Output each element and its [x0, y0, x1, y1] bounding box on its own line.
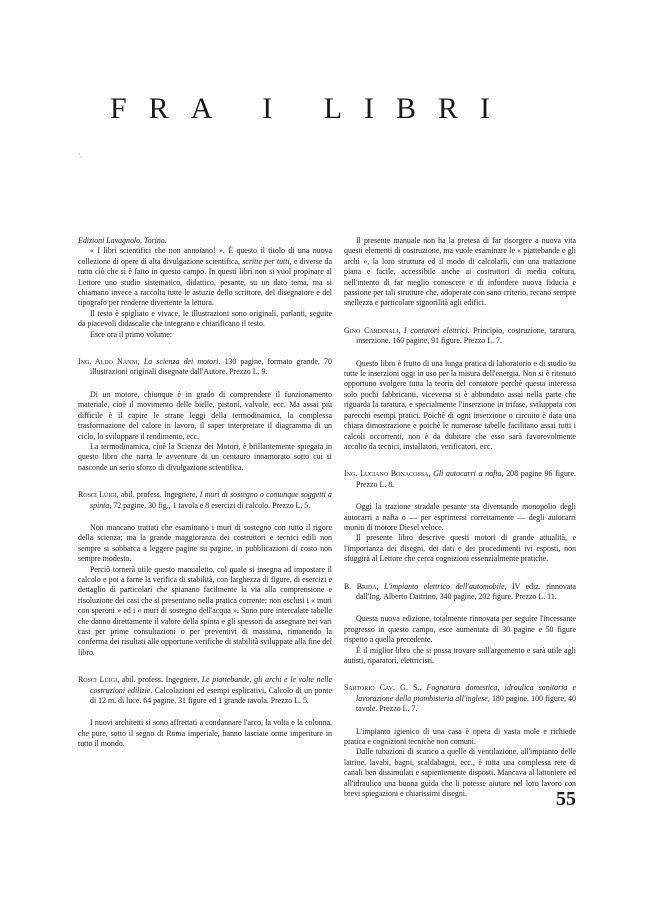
review-paragraph: I nuovi architetti si sono affrettati a condannare l'arco, la volta e la colonna, che pure, sotto il segno di Roma imperiale, hanno lasciate orme imperiture in tutto il mondo. [78, 718, 332, 749]
book-title: Le piattebande, gli archi e le volte nelle costruzioni edilizie [90, 675, 333, 695]
book-details: , 208 pagine 96 figure. Prezzo L. 8. [356, 469, 576, 489]
book-author: Sartorio Cav. G. S. [344, 683, 420, 693]
book-title: I contatori elettrici [404, 325, 468, 335]
book-author: Ing. Luciano Bonacossa [344, 469, 429, 479]
review-paragraph: Il presente libro descrive questi motori di grande attualità, e l'importanza dei disegni, dei dati e dei procedimenti ivi esposti, non sfuggirà al Lettore che cerca cognizioni essenzialmente pratiche. [344, 533, 576, 564]
right-column [344, 236, 576, 799]
book-title: La scienza dei motori [143, 357, 219, 367]
book-author-title: , abil. profess. Ingegnere, [117, 675, 202, 685]
book-author: Rosci Luigi [78, 490, 117, 500]
intro-paragraph-3: Esce ora il primo volume: [90, 329, 172, 339]
book-author: Gino Cardinali [344, 325, 399, 335]
book-author: Ing. Aldo Nanni [78, 357, 138, 367]
book-author: Rosci Luigi [78, 675, 118, 685]
book-entry: Gino Cardinali, I contatori elettrici. Principio, costruzione, taratura, inserzione. 160 pagine, 91 figure. Prezzo L. 7. [344, 325, 577, 346]
review-paragraph: È il miglior libro che si possa trovare sull'argomento e sarà utile agli autisti, riparatori, elettricisti. [344, 645, 576, 665]
review-paragraph: Questo libro è frutto di una lunga pratica di laboratorio e di studio su tutte le inserzioni oggi in uso per la misura dell'energia. Non si è ritenuto opportuno svolgere tutta la teoria del contatore perchè questa interessa solo pochi fabbricanti, viceversa si è abbondato assai nella parte che riguarda la taratura, e specialmente l'inserzione in trifase, sviluppata con parecchi esempi pratici. Poichè di ogni inserzione o circuito è data una chiara dimostrazione e poichè le numerose tabelle facilitano assai tutti i calcoli occorrenti, non è da dubitare che esso sarà favorevolmente accolto da tecnici, installatori, verificatori, ecc. [344, 358, 576, 451]
decorative-mark [78, 152, 83, 160]
review-paragraph: Il presente manuale non ha la pretesa di far risorgere a nuova vita questi elementi di costruzione, ma vuole esaminare le « piattebande e gli archi », la loro struttura ed il modo di calcolarli, con una trattazione piana e facile, accessibile anche ai costruttori di media coltura, nell'intento di far meglio conoscere e di infondere nuova fiducia e passione per tali strutture che, adoperate con sano criterio, recano sempre snellezza e particolare signorilità agli edifici. [344, 236, 576, 308]
book-entry: Sartorio Cav. G. S., Fognatura domestica, idraulica sanitaria e lavorazione della piombisteria all'inglese, 180 pagine, 100 figure, 40 tavole. Prezzo L. 7. [344, 683, 577, 714]
book-title: Fognatura domestica, idraulica sanitaria e lavorazione della piombisteria all'inglese [356, 683, 577, 703]
book-entry: Ing. Luciano Bonacossa, Gli autocarri a nafta, 208 pagine 96 figure. Prezzo L. 8. [344, 469, 576, 489]
page-title: FRA I LIBRI [110, 92, 513, 125]
intro-text-cont: , e diverse da tutto ciò che si è fatto in questo campo. In questi libri non si vuol propinare al Lettore uno studio sistematico, didattico, pesante, su un dato tema, ma si chiamano invece a raccolta tutte le astuzie dello scrittore, del disegnatore e del tipografo per renderne divertente la lettura. [78, 256, 332, 308]
review-paragraph: Questa nuova edizione, totalmente rinnovata per seguire l'incessante progresso in questo campo, esce aumentata di 30 pagine e 50 figure rispetto a quella precedente. [344, 614, 576, 645]
book-entry: B. Brida, L'impianto elettrico dell'automobile, IV ediz. rinnovata dall'Ing. Alberto Dattrino, 340 pagine, 202 figure. Prezzo L. 11. [344, 581, 576, 601]
review-paragraph: L'impianto igienico di una casa è opera di vasta mole e richiede pratica e cognizioni tecniche non comuni. [344, 726, 576, 747]
book-entry [78, 490, 332, 511]
review-paragraph: Oggi la trazione stradale pesante sta diventando monopolio degli autocarri a nafta o — per esprimersi correttamente — degli autocarri muniti di motore Diesel veloce. [344, 502, 576, 532]
publisher-line [78, 236, 332, 246]
review-paragraph: Dalle tubazioni di scarico a quelle di ventilazione, all'impianto delle latrine, lavabi, bagni, scaldabagni, ecc., è tutta una complessa rete di canali ben dissimulati e sapientemente disposti. Mancava al lattoniere ed all'idraulico una buona guida che li potesse aiutare nel loro lavoro con brevi spiegazioni e chiarissimi disegni. [344, 747, 576, 799]
book-details: . Calcolazioni ed esempi esplicativi, Calcolo di un ponte di 12 m. di luce. 64 pagine, 31 figure ed 1 grande tavola. Prezzo L. 5. [90, 685, 332, 706]
book-title: Gli autocarri a nafta [433, 469, 502, 479]
book-details: , 72 pagine, 30 fig., 1 tavola e 8 esercizi di calcolo. Prezzo L. 5. [109, 500, 311, 510]
review-paragraph: Non mancano trattati che esaminano i muri di sostegno con tutto il rigore della scienza; ma la grande maggioranza dei costruttori e tecnici edili non sempre si sobbarca a leggere pagine su pagine, in pubblicazioni di costo non sempre modesto. [78, 522, 332, 564]
book-details: , 180 pagine, 100 figure, 40 tavole. Prezzo L. 7. [356, 693, 577, 714]
left-column [78, 236, 332, 750]
book-author: B. Brida [344, 581, 377, 591]
book-details: , IV ediz. rinnovata dall'Ing. Alberto Dattrino, 340 pagine, 202 figure. Prezzo L. 11. [356, 581, 576, 601]
intro-text: « I libri scientifici che non annoiano! ». È questo il titolo di una nuova collezione di opere di alta divulgazione scientifica, [78, 246, 332, 266]
review-paragraph: Perciò tornerà utile questo manualetto, col quale si insegna ad impostare il calcolo e poi a farne la verifica di stabilità, con larghezza di figure, di esercizi e dettaglio di particolari che spianano facilmente la via alla comprensione e risoluzione dei casi che si presentano nella pratica corrente; non esclusi i « muri con speroni » ed i « muri di sostegno dell'acqua ». Sono pure intercalate tabelle che danno direttamente il valore della spinta e gli spessori da assegnare nei vari casi per prime consultazioni o per preventivi di massima, rimanendo la conferma dei risultati alle opportune verifiche di stabilità sviluppate alla fine del libro. [78, 564, 332, 657]
review-paragraph: Di un motore, chiunque è in grado di comprendere il funzionamento materiale, cioè il movimento delle bielle, pistoni, valvole, ecc. Ma assai più difficile è il capire le strane leggi della termodinamica, la complessa trasformazione del calore in lavoro, il saper interpretare il diagramma di un ciclo, lo sviluppare il rendimento, ecc. [78, 389, 332, 441]
review-paragraph: La termodinamica, cioè la Scienza dei Motori, è brillantemente spiegata in questo libro che narra le avventure di un centauro innamorato sotto cui si nasconde un serio sforzo di divulgazione scientifica. [78, 441, 332, 472]
book-entry: Ing. Aldo Nanni, La scienza dei motori. 130 pagine, formato grande, 70 illustrazioni originali disegnate dall'Autore. Prezzo L. 9. [78, 357, 332, 377]
book-details: . Principio, costruzione, taratura, inserzione. 160 pagine, 91 figure. Prezzo L. 7. [356, 325, 577, 346]
intro-emphasis: scritte per tutti [242, 256, 290, 266]
book-details: . 130 pagine, formato grande, 70 illustrazioni originali disegnate dall'Autore. Prezzo L. 9. [90, 357, 332, 377]
book-author-title: , abil. profess. Ingegnere, [116, 490, 200, 500]
publisher-name: Edizioni Lavagnolo, Torino. [78, 236, 167, 245]
book-title: L'impianto elettrico dell'automobile [384, 581, 505, 591]
intro-paragraph [78, 246, 332, 308]
intro-paragraph-2: Il testo è spigliato e vivace, le illustrazioni sono originali, parlanti, seguite da piacevoli didascalie che integrano e chiarificano il testo. [78, 308, 332, 329]
book-title: I muri di sostegno o comunque soggetti a spinta [90, 490, 333, 510]
book-entry [78, 675, 332, 706]
page-number: 55 [556, 788, 576, 810]
